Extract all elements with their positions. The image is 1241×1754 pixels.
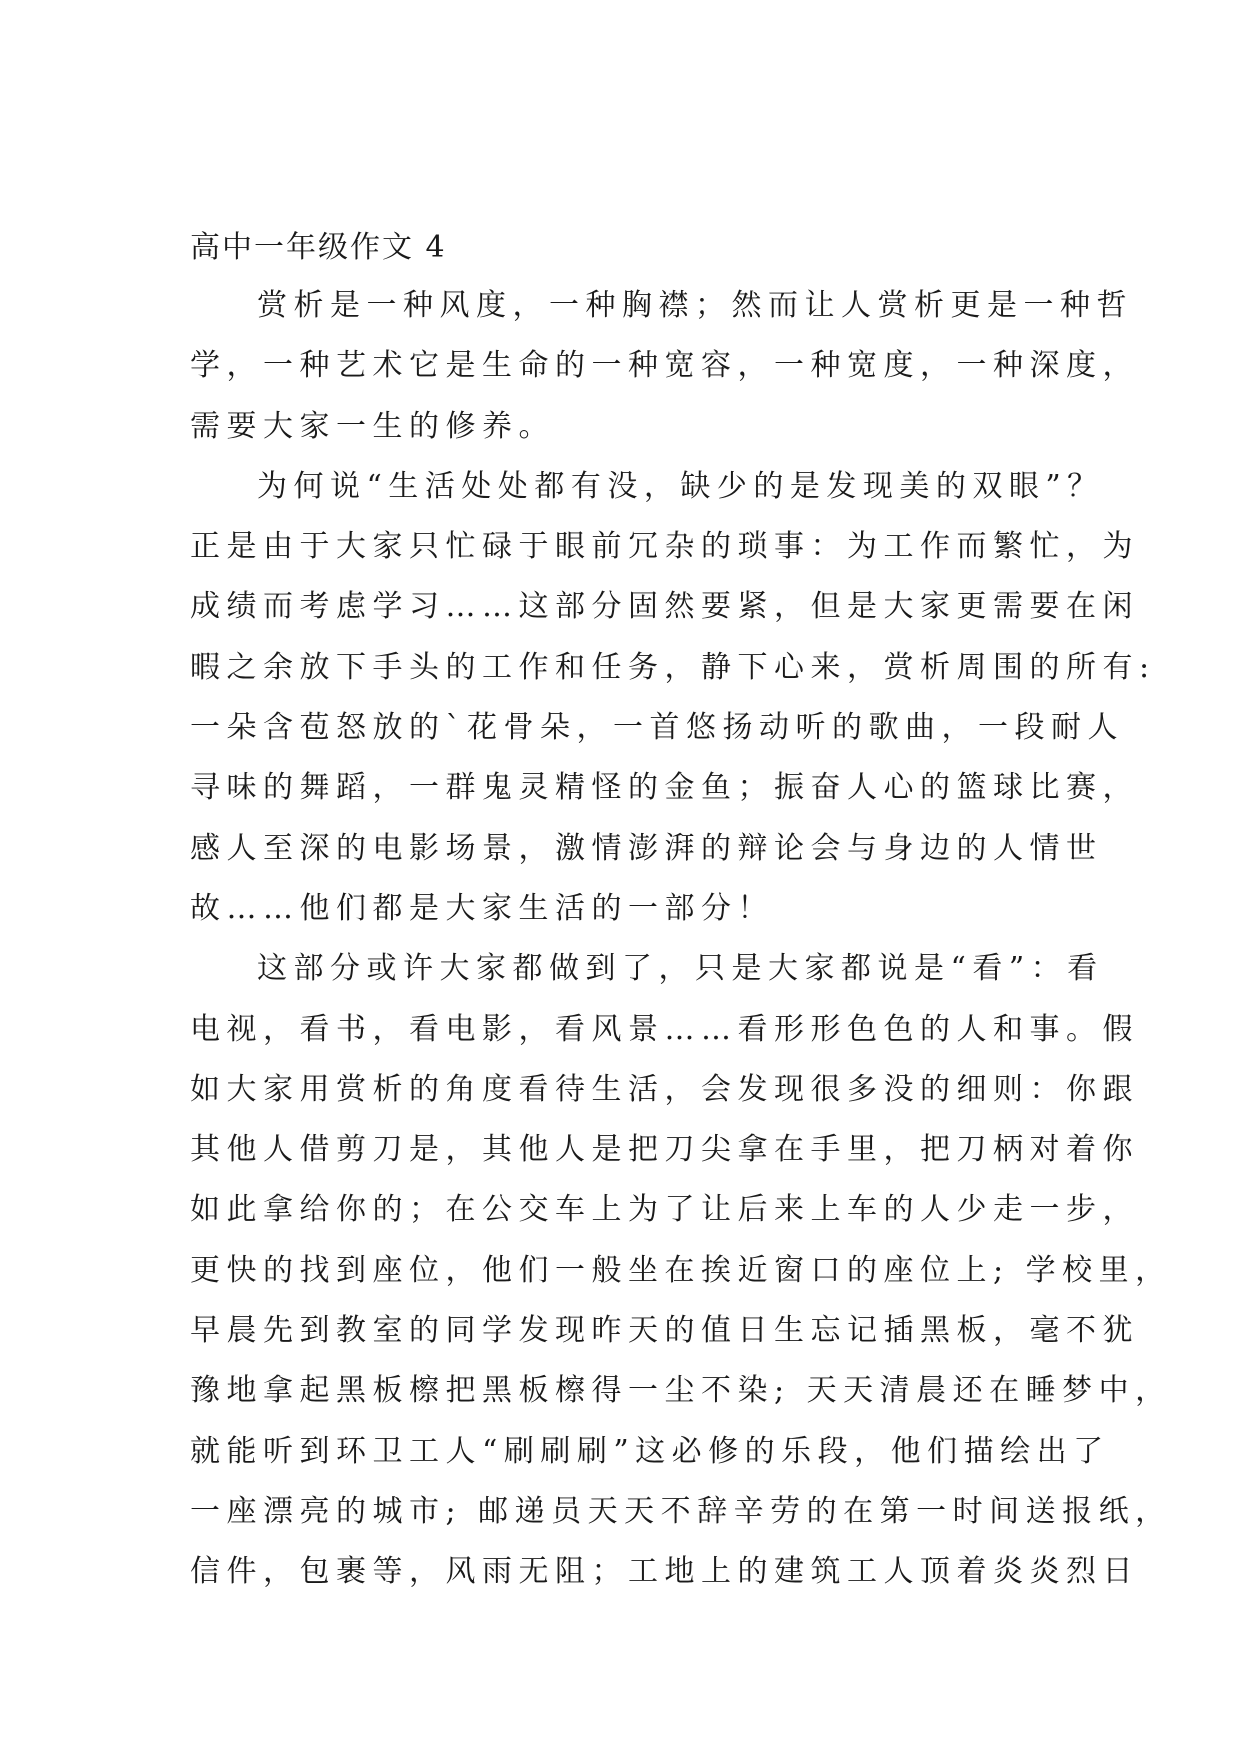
paragraph-3-line-3: 如大家用赏析的角度看待生活，会发现很多没的细则：你跟 — [190, 1071, 1139, 1107]
paragraph-3-line-10: 一座漂亮的城市; 邮递员天天不辞辛劳的在第一时间送报纸， — [190, 1493, 1172, 1529]
paragraph-3-line-1: 这部分或许大家都做到了，只是大家都说是“看”：看 — [257, 951, 1104, 987]
paragraph-3-line-11: 信件，包裹等，风雨无阻；工地上的建筑工人顶着炎炎烈日 — [190, 1554, 1139, 1590]
paragraph-1-line-3: 需要大家一生的修养。 — [190, 408, 555, 444]
paragraph-1-line-1: 赏析是一种风度，一种胸襟；然而让人赏析更是一种哲 — [257, 288, 1133, 323]
paragraph-2-line-5: 一朵含苞怒放的`花骨朵，一首悠扬动听的歌曲，一段耐人 — [190, 710, 1124, 746]
paragraph-2-line-4: 暇之余放下手头的工作和任务，静下心来，赏析周围的所有: — [190, 649, 1156, 685]
paragraph-3-line-4: 其他人借剪刀是，其他人是把刀尖拿在手里，把刀柄对着你 — [190, 1132, 1139, 1168]
paragraph-2-line-3: 成绩而考虑学习……这部分固然要紧，但是大家更需要在闲 — [190, 589, 1139, 625]
paragraph-3-line-5: 如此拿给你的；在公交车上为了让后来上车的人少走一步， — [190, 1192, 1139, 1228]
paragraph-3-line-8: 豫地拿起黑板檫把黑板檫得一尘不染; 天天清晨还在睡梦中， — [190, 1373, 1172, 1409]
paragraph-3-line-6: 更快的找到座位，他们一般坐在挨近窗口的座位上; 学校里， — [190, 1252, 1172, 1288]
paragraph-1-line-2: 学，一种艺术它是生命的一种宽容，一种宽度，一种深度， — [190, 348, 1139, 384]
paragraph-2-line-1: 为何说“生活处处都有没，缺少的是发现美的双眼”？ — [257, 468, 1104, 504]
paragraph-2-line-6: 寻味的舞蹈，一群鬼灵精怪的金鱼；振奋人心的篮球比赛， — [190, 770, 1139, 806]
essay-body — [190, 220, 1172, 1603]
paragraph-3-line-7: 早晨先到教室的同学发现昨天的值日生忘记插黑板，毫不犹 — [190, 1313, 1139, 1349]
paragraph-3-line-2: 电视，看书，看电影，看风景……看形形色色的人和事。假 — [190, 1011, 1139, 1047]
paragraph-2-line-7: 感人至深的电影场景，激情澎湃的辩论会与身边的人情世 — [190, 830, 1103, 866]
paragraph-3-line-9: 就能听到环卫工人“刷刷刷”这必修的乐段，他们描绘出了 — [190, 1433, 1110, 1469]
essay-title: 高中一年级作文 4 — [190, 230, 447, 265]
paragraph-2-line-2: 正是由于大家只忙碌于眼前冗杂的琐事：为工作而繁忙，为 — [190, 529, 1139, 565]
paragraph-2-line-8: 故……他们都是大家生活的一部分！ — [190, 890, 774, 926]
